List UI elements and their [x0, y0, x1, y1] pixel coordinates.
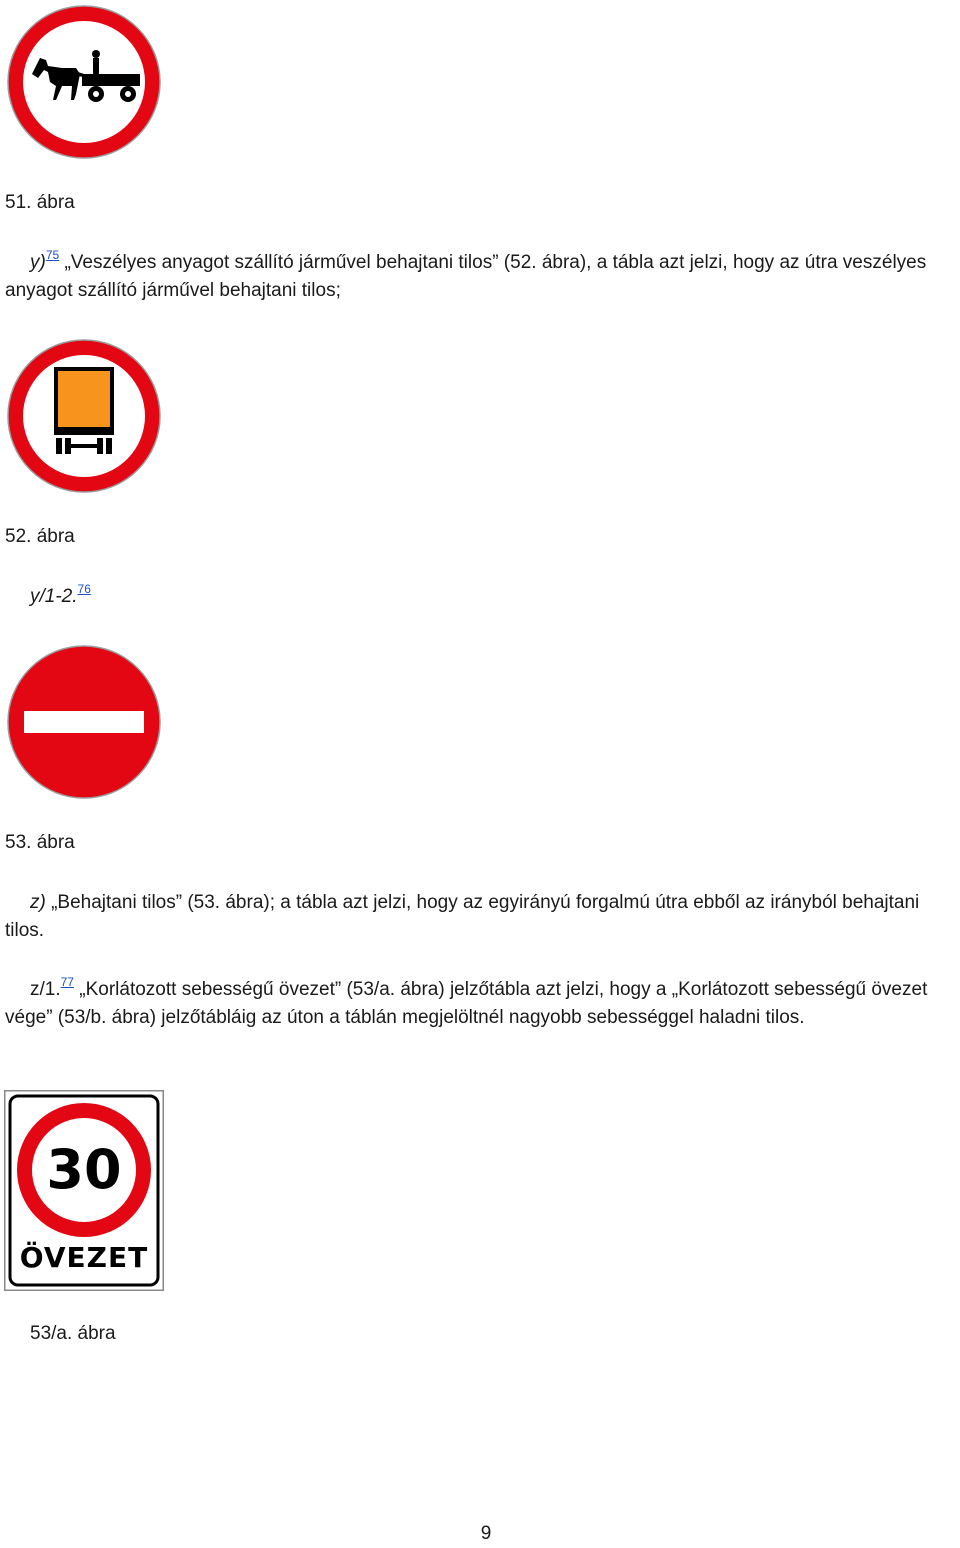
- item-label: z/1.: [30, 979, 61, 1000]
- paragraph-z: [5, 889, 957, 945]
- no-entry-sign: [4, 642, 164, 802]
- footnote-link-75[interactable]: 75: [45, 248, 60, 262]
- footnote-link-77[interactable]: 77: [60, 975, 74, 989]
- zone-label: ÖVEZET: [19, 1241, 149, 1274]
- paragraph-z1: [5, 976, 957, 1032]
- item-label: z): [30, 892, 46, 913]
- speed-zone-sign: [4, 1090, 164, 1291]
- item-label: y): [30, 252, 46, 273]
- paragraph-text: „Behajtani tilos” (53. ábra); a tábla azt jelzi, hogy az egyirányú forgalmú útra ebből az irányból behajtani tilos.: [5, 892, 920, 941]
- no-horse-carriage-sign: [4, 2, 164, 162]
- section-heading-y12: [30, 583, 91, 611]
- caption-53: 53. ábra: [5, 832, 75, 853]
- caption-53a: 53/a. ábra: [30, 1323, 116, 1344]
- no-dangerous-goods-sign: [4, 336, 164, 496]
- page-number: 9: [480, 1523, 492, 1544]
- paragraph-y: [5, 249, 957, 305]
- footnote-link-76[interactable]: 76: [77, 582, 91, 596]
- paragraph-text: „Veszélyes anyagot szállító járművel behajtani tilos” (52. ábra), a tábla azt jelzi, hogy az útra veszélyes anyagot szállító járművel behajtani tilos;: [5, 252, 927, 301]
- no-entry-bar-icon: [24, 711, 144, 733]
- section-label: y/1-2.: [30, 586, 78, 607]
- caption-51: 51. ábra: [5, 192, 75, 213]
- paragraph-text: „Korlátozott sebességű övezet” (53/a. ábra) jelzőtábla azt jelzi, hogy a „Korlátozott sebességű övezet vége” (53/b. ábra) jelzőtábláig az úton a táblán megjelöltnél nagyobb sebességgel haladni tilos.: [5, 979, 928, 1028]
- speed-limit-value: 30: [46, 1138, 122, 1201]
- caption-52: 52. ábra: [5, 526, 75, 547]
